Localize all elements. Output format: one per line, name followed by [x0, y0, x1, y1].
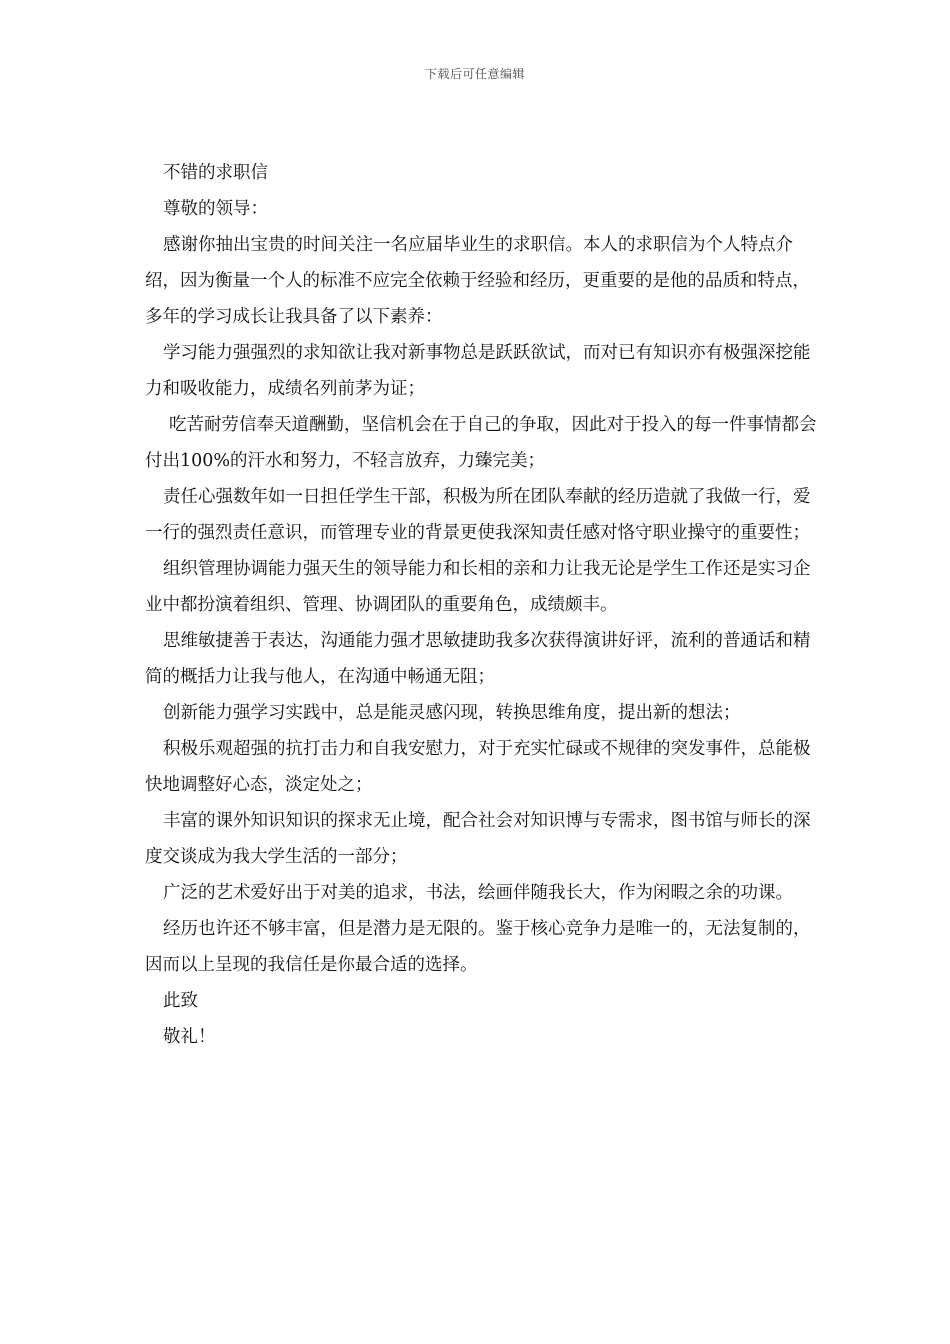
paragraph-organization: 组织管理协调能力强天生的领导能力和长相的亲和力让我无论是学生工作还是实习企业中都扮演着组织、管理、协调团队的重要角色，成绩颇丰。	[145, 559, 811, 615]
paragraph-knowledge: 丰富的课外知识知识的探求无止境，配合社会对知识博与专需求，图书馆与师长的深度交谈成为我大学生活的一部分；	[145, 811, 811, 867]
paragraph-responsibility: 责任心强数年如一日担任学生干部，积极为所在团队奉献的经历造就了我做一行，爱一行的强烈责任意识，而管理专业的背景更使我深知责任感对恪守职业操守的重要性；	[145, 487, 811, 543]
paragraph-learning-ability: 学习能力强强烈的求知欲让我对新事物总是跃跃欲试，而对已有知识亦有极强深挖能力和吸收能力，成绩名列前茅为证；	[145, 343, 811, 399]
letter-salutation: 尊敬的领导：	[163, 199, 268, 219]
paragraph-communication: 思维敏捷善于表达，沟通能力强才思敏捷助我多次获得演讲好评，流利的普通话和精简的概括力让我与他人，在沟通中畅通无阻；	[145, 631, 811, 687]
paragraph-optimism: 积极乐观超强的抗打击力和自我安慰力，对于充实忙碌或不规律的突发事件，总能极快地调整好心态，淡定处之；	[145, 739, 811, 795]
paragraph-innovation: 创新能力强学习实践中，总是能灵感闪现，转换思维角度，提出新的想法；	[163, 703, 741, 723]
letter-closing-2: 敬礼！	[163, 1027, 216, 1047]
letter-body	[145, 155, 817, 1055]
paragraph-hardworking: 吃苦耐劳信奉天道酬勤，坚信机会在于自己的争取，因此对于投入的每一件事情都会付出100%的汗水和努力，不轻言放弃，力臻完美；	[145, 415, 817, 471]
letter-title: 不错的求职信	[163, 163, 268, 183]
paragraph-conclusion: 经历也许还不够丰富，但是潜力是无限的。鉴于核心竞争力是唯一的，无法复制的，因而以上呈现的我信任是你最合适的选择。	[145, 919, 811, 975]
paragraph-intro: 感谢你抽出宝贵的时间关注一名应届毕业生的求职信。本人的求职信为个人特点介绍，因为衡量一个人的标准不应完全依赖于经验和经历，更重要的是他的品质和特点，多年的学习成长让我具备了以下素养：	[145, 235, 810, 327]
paragraph-arts: 广泛的艺术爱好出于对美的追求，书法，绘画伴随我长大，作为闲暇之余的功课。	[163, 883, 793, 903]
letter-closing-1: 此致	[163, 991, 198, 1011]
page-header-note: 下载后可任意编辑	[424, 67, 525, 81]
